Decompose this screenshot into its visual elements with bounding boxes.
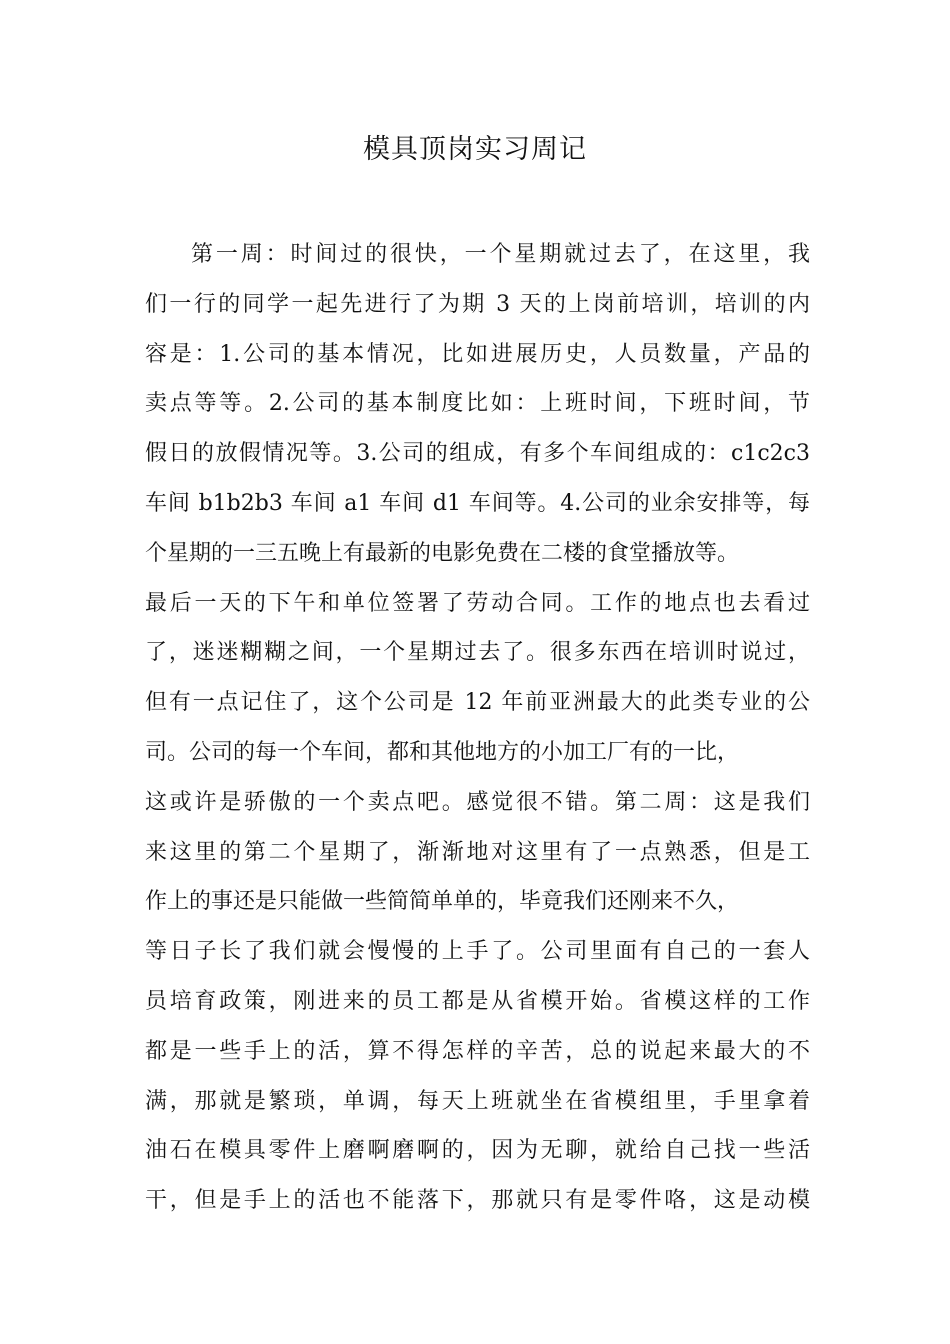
body-line: 来这里的第二个星期了，渐渐地对这里有了一点熟悉，但是工 xyxy=(145,839,810,865)
body-line: 干，但是手上的活也不能落下，那就只有是零件咯，这是动模 xyxy=(145,1188,810,1214)
body-line: 油石在模具零件上磨啊磨啊的，因为无聊，就给自己找一些活 xyxy=(145,1138,810,1164)
body-line: 最后一天的下午和单位签署了劳动合同。工作的地点也去看过 xyxy=(145,590,810,616)
body-line: 等日子长了我们就会慢慢的上手了。公司里面有自己的一套人 xyxy=(145,939,810,965)
body-line: 们一行的同学一起先进行了为期 3 天的上岗前培训，培训的内 xyxy=(145,291,810,317)
body-line: 车间 b1b2b3 车间 a1 车间 d1 车间等。4.公司的业余安排等，每 xyxy=(145,490,810,516)
body-line: 但有一点记住了，这个公司是 12 年前亚洲最大的此类专业的公 xyxy=(145,690,810,716)
body-line: 司。公司的每一个车间，都和其他地方的小加工厂有的一比， xyxy=(145,739,740,765)
body-line: 了，迷迷糊糊之间，一个星期过去了。很多东西在培训时说过， xyxy=(145,640,810,666)
body-line: 员培育政策，刚进来的员工都是从省模开始。省模这样的工作 xyxy=(145,988,810,1014)
body-line: 容是：1.公司的基本情况，比如进展历史，人员数量，产品的 xyxy=(145,341,810,367)
body-line: 卖点等等。2.公司的基本制度比如：上班时间，下班时间，节 xyxy=(145,391,810,417)
body-line: 满，那就是繁琐，单调，每天上班就坐在省模组里，手里拿着 xyxy=(145,1088,810,1114)
body-line: 作上的事还是只能做一些简简单单的，毕竟我们还刚来不久， xyxy=(145,889,740,915)
body-line: 假日的放假情况等。3.公司的组成，有多个车间组成的：c1c2c3 xyxy=(145,441,810,467)
document-body xyxy=(145,230,810,1226)
body-line: 这或许是骄傲的一个卖点吧。感觉很不错。第二周：这是我们 xyxy=(145,789,810,815)
document-title: 模具顶岗实习周记 xyxy=(363,134,587,165)
body-line: 第一周：时间过的很快，一个星期就过去了，在这里，我 xyxy=(191,242,810,267)
body-line: 个星期的一三五晚上有最新的电影免费在二楼的食堂播放等。 xyxy=(145,540,740,566)
body-line: 都是一些手上的活，算不得怎样的辛苦，总的说起来最大的不 xyxy=(145,1038,810,1064)
